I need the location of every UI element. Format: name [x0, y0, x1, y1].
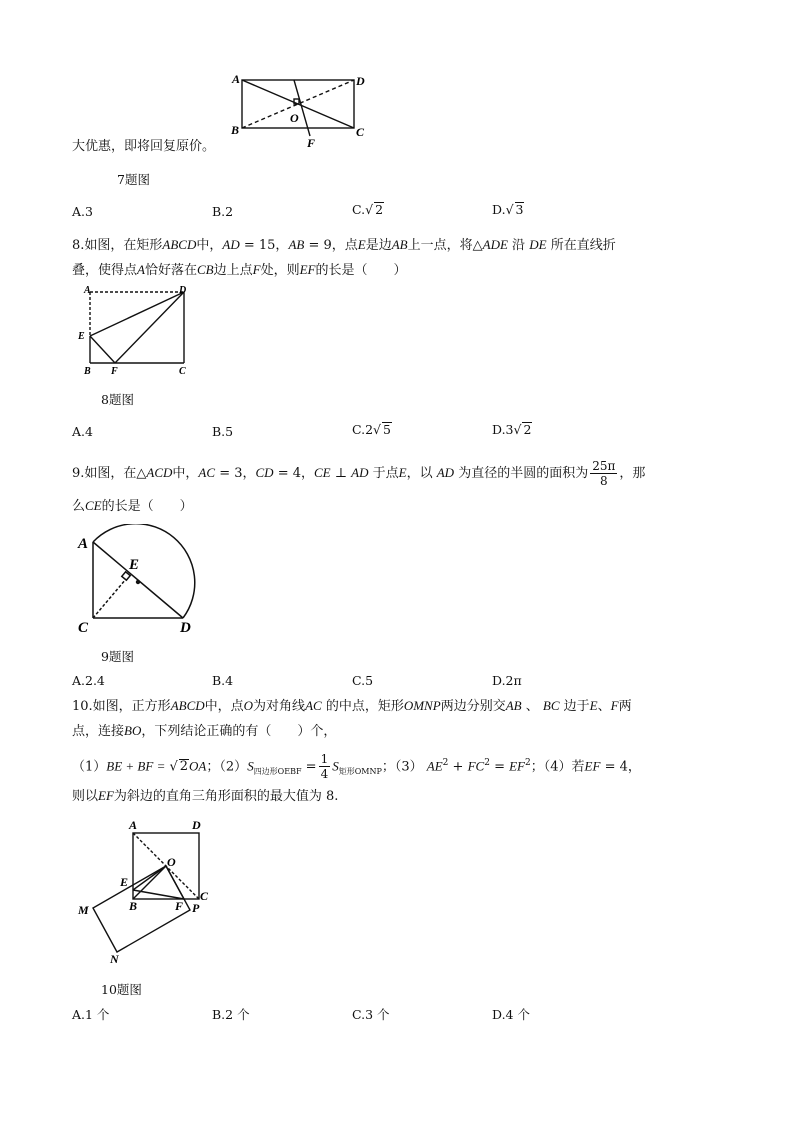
q10-stem-line2: 点，连接BO，下列结论正确的有（ ）个， — [72, 723, 337, 739]
q10-label-m: M — [78, 903, 89, 917]
q10-option-a[interactable]: A.1 个 — [72, 1007, 110, 1022]
q10-label-c: C — [200, 889, 209, 903]
q7-caption: 7题图 — [117, 172, 150, 187]
q8-option-b[interactable]: B.5 — [212, 424, 234, 439]
q9-option-b[interactable]: B.4 — [212, 673, 234, 688]
q10-stem-line4: 则以EF为斜边的直角三角形面积的最大值为 8. — [72, 788, 339, 804]
q10-quarter-fraction: $\frac{1}{4}$ — [320, 752, 329, 782]
q9-center-dot — [136, 580, 140, 584]
q7-option-a[interactable]: A.3 — [72, 204, 93, 219]
q10-stem-line1: 10.如图，正方形ABCD中，点O为对角线AC 的中点，矩形OMNP两边分别交AB 、 BC 边于E、F两 — [72, 698, 632, 714]
q8-segment-ed — [90, 292, 184, 336]
q10-option-b[interactable]: B.2 个 — [212, 1007, 250, 1022]
q9-segment-ce — [93, 579, 126, 618]
q8-label-e: E — [78, 331, 85, 342]
q10-label-e: E — [120, 875, 129, 889]
q10-caption: 10题图 — [101, 982, 142, 997]
q7-option-d-letter: D. — [492, 202, 506, 217]
q10-label-f: F — [175, 899, 184, 913]
q10-label-d: D — [192, 818, 201, 832]
q8-label-a: A — [84, 285, 91, 296]
q7-option-c-letter: C. — [352, 202, 366, 217]
q10-segment-ef — [133, 890, 184, 899]
q8-option-c-letter: C.2 — [352, 422, 374, 437]
q10-label-a: A — [129, 818, 138, 832]
q7-option-c-radicand: 2 — [375, 202, 384, 217]
q8-option-d-letter: D.3 — [492, 422, 514, 437]
q10-conclusions: （1）BE + BF = √ 2OA；$(2)S_{四边形OEBF}$ = $\frac{1}{4}$ $S_{矩形OMNP}$；（3） $AE^2 + FC^2 = EF^2$；（4）若EF = 4， — [72, 752, 641, 782]
q8-label-d: D — [179, 285, 187, 296]
q10-option-c[interactable]: C.3 个 — [352, 1007, 390, 1022]
q9-caption: 9题图 — [101, 649, 134, 664]
q10-label-o: O — [167, 855, 176, 869]
q9-stem-line2: 么CE的长是（ ） — [72, 498, 193, 514]
q7-label-d: D — [356, 74, 365, 88]
q9-semicircle — [93, 524, 195, 618]
q8-label-f: F — [111, 366, 118, 376]
q7-option-b[interactable]: B.2 — [212, 204, 234, 219]
q9-area-fraction: $\frac{25\pi}{8}$ — [592, 459, 616, 488]
q9-stem-line1: 9.如图，在△ACD中，AC = 3，CD = 4，CE ⊥ AD 于点E，以 AD 为直径的半圆的面积为 $\frac{25\pi}{8}$ ，那 — [72, 459, 646, 488]
q7-label-o: O — [290, 111, 299, 125]
q9-label-c: C — [78, 620, 89, 636]
q8-segment-ef — [90, 336, 115, 363]
q7-option-d[interactable]: D.√ 3 — [492, 202, 524, 217]
q10-label-p: P — [192, 901, 200, 915]
q9-option-c[interactable]: C.5 — [352, 673, 374, 688]
q10-figure — [72, 816, 222, 966]
q10-label-n: N — [110, 952, 119, 966]
q8-option-c-radicand: 5 — [383, 422, 391, 437]
q8-caption: 8题图 — [101, 392, 134, 407]
q7-figure — [228, 68, 368, 150]
q8-option-c[interactable]: C.2√ 5 — [352, 422, 391, 437]
q7-label-c: C — [356, 125, 365, 139]
q8-figure — [74, 282, 198, 376]
q8-label-c: C — [179, 366, 186, 376]
q7-option-c[interactable]: C.√ 2 — [352, 202, 384, 217]
q8-segment-fd — [115, 292, 184, 363]
q7-label-b: B — [231, 123, 240, 137]
q7-tail-text: 大优惠，即将回复原价。 — [72, 139, 216, 154]
q8-label-b: B — [84, 366, 91, 376]
q9-label-d: D — [180, 620, 191, 636]
q7-label-a: A — [232, 72, 241, 86]
q8-stem-line1: 8.如图，在矩形ABCD中，AD = 15，AB = 9，点E是边AB上一点，将△ADE 沿 DE 所在直线折 — [72, 237, 616, 253]
q9-option-d[interactable]: D.2π — [492, 673, 522, 688]
q8-option-d-radicand: 2 — [523, 422, 532, 437]
q10-option-d[interactable]: D.4 个 — [492, 1007, 530, 1022]
q9-option-a[interactable]: A.2.4 — [72, 673, 105, 688]
q9-figure — [72, 524, 204, 640]
q9-label-a: A — [78, 536, 89, 552]
q9-label-e: E — [129, 557, 140, 573]
q10-label-b: B — [129, 899, 138, 913]
q7-option-d-radicand: 3 — [515, 202, 524, 217]
q8-option-d[interactable]: D.3√ 2 — [492, 422, 532, 437]
q8-stem-line2: 叠，使得点A恰好落在CB边上点F处，则EF的长是（ ） — [72, 262, 407, 278]
q8-option-a[interactable]: A.4 — [72, 424, 93, 439]
q7-label-f: F — [307, 136, 316, 150]
